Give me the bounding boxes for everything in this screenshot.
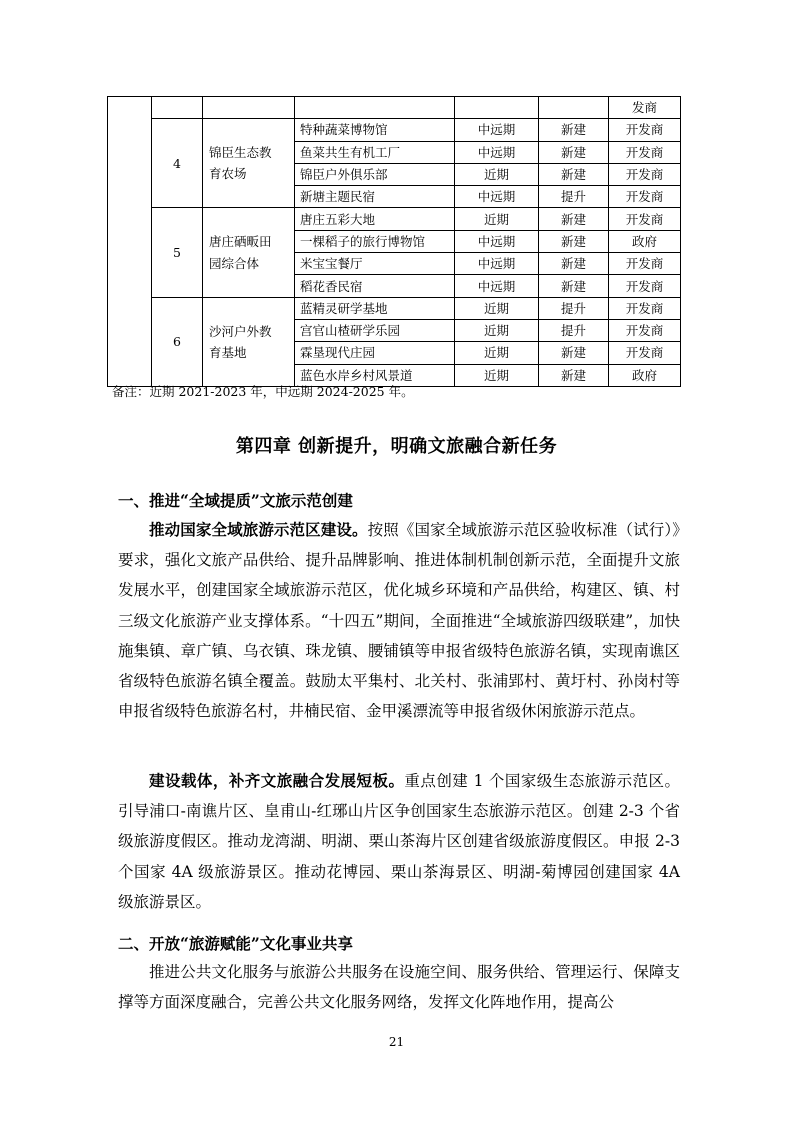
table-cell-type: 新建: [539, 275, 609, 297]
table-cell-type: 新建: [539, 364, 609, 386]
area-line: 育农场: [209, 166, 247, 182]
table-cell-phase: 中远期: [455, 141, 539, 163]
table-cell-project: 蓝色水岸乡村风景道: [295, 364, 455, 386]
paragraph-body: 按照《国家全域旅游示范区验收标准（试行）》要求，强化文旅产品供给、提升品牌影响、推进体制机制创新示范，全面提升文旅发展水平，创建国家全域旅游示范区，优化城乡环境和产品供给，构建区、镇、村三级文化旅游产业支撑体系。“十四五”期间，全面推进“全域旅游四级联建”，加快施集镇、章广镇、乌衣镇、珠龙镇、腰铺镇等申报省级特色旅游名镇，实现南谯区省级特色旅游名镇全覆盖。鼓励太平集村、北关村、张浦郢村、黄圩村、孙岗村等申报省级特色旅游名村，井楠民宿、金甲溪漂流等申报省级休闲旅游示范点。: [118, 521, 680, 721]
paragraph-2: [118, 766, 680, 917]
section-heading-2: 二、开放“旅游赋能”文化事业共享: [118, 934, 353, 953]
table-cell-phase: 近期: [455, 342, 539, 364]
table-cell-project: 米宝宝餐厅: [295, 253, 455, 275]
table-cell-blank: [108, 97, 152, 387]
table-cell-type: 提升: [539, 319, 609, 341]
table-cell-project: [295, 97, 455, 119]
table-cell-area: [203, 119, 295, 208]
table-cell-owner: 政府: [609, 230, 681, 252]
chapter-title: 第四章 创新提升，明确文旅融合新任务: [235, 436, 558, 457]
area-line: 锦臣生态教: [209, 145, 272, 161]
table-cell-owner: 开发商: [609, 186, 681, 208]
page-number: 21: [388, 1035, 405, 1049]
table-cell-type: 新建: [539, 342, 609, 364]
table-cell-phase: 中远期: [455, 230, 539, 252]
table-row: [108, 297, 681, 319]
table-cell-project: 特种蔬菜博物馆: [295, 119, 455, 141]
table-cell-owner: 开发商: [609, 297, 681, 319]
table-cell-owner: 开发商: [609, 208, 681, 230]
table-cell-project: 新塘主题民宿: [295, 186, 455, 208]
table-cell-type: 新建: [539, 253, 609, 275]
table-cell-project: 霖垦现代庄园: [295, 342, 455, 364]
table-cell-type: 提升: [539, 297, 609, 319]
table-cell-project: 一棵稻子的旅行博物馆: [295, 230, 455, 252]
table-cell-area: [203, 208, 295, 297]
table-row: [108, 119, 681, 141]
table-cell-type: 新建: [539, 141, 609, 163]
table-cell-project: 蓝精灵研学基地: [295, 297, 455, 319]
table-cell-owner: 开发商: [609, 342, 681, 364]
table-cell-phase: 中远期: [455, 275, 539, 297]
table-cell-phase: 近期: [455, 297, 539, 319]
paragraph-body: 重点创建 1 个国家级生态旅游示范区。引导浦口-南谯片区、皇甫山-红琊山片区争创国家生态旅游示范区。创建 2-3 个省级旅游度假区。推动龙湾湖、明湖、栗山茶海片区创建省级旅游度假区。申报 2-3 个国家 4A 级旅游景区。推动花博园、栗山茶海景区、明湖-菊博园创建国家 4A 级旅游景区。: [118, 772, 680, 911]
table-cell-type: 新建: [539, 208, 609, 230]
section-heading-1: 一、推进“全域提质”文旅示范创建: [118, 491, 353, 510]
table-cell-owner: 开发商: [609, 319, 681, 341]
table-cell-owner: 开发商: [609, 253, 681, 275]
table-cell-phase: [455, 97, 539, 119]
area-line: 园综合体: [209, 255, 260, 271]
table-cell-type: 新建: [539, 230, 609, 252]
table-cell-area: [203, 297, 295, 386]
table-cell-phase: 近期: [455, 364, 539, 386]
table-cell-phase: 近期: [455, 163, 539, 185]
table-cell-type: 新建: [539, 163, 609, 185]
table-cell-number: [152, 97, 203, 119]
table-cell-number: 4: [152, 119, 203, 208]
paragraph-3: 推进公共文化服务与旅游公共服务在设施空间、服务供给、管理运行、保障支撑等方面深度融合，完善公共文化服务网络，发挥文化阵地作用，提高公: [118, 963, 680, 1012]
table-cell-number: 6: [152, 297, 203, 386]
table-cell-number: 5: [152, 208, 203, 297]
paragraph-lead: 推动国家全域旅游示范区建设。: [149, 520, 368, 539]
table-cell-owner: 开发商: [609, 275, 681, 297]
table-cell-project: 稻花香民宿: [295, 275, 455, 297]
table-cell-owner: 开发商: [609, 163, 681, 185]
table-cell-project: 鱼菜共生有机工厂: [295, 141, 455, 163]
table-row: [108, 208, 681, 230]
table-cell-project: 锦臣户外俱乐部: [295, 163, 455, 185]
project-table: [107, 96, 681, 387]
table-cell-phase: 中远期: [455, 253, 539, 275]
table-cell-phase: 近期: [455, 319, 539, 341]
area-line: 沙河户外教: [209, 323, 272, 339]
table-cell-area: [203, 97, 295, 119]
table-cell-phase: 中远期: [455, 119, 539, 141]
table-cell-type: 提升: [539, 186, 609, 208]
table-note: 备注：近期 2021-2023 年，中远期 2024-2025 年。: [112, 384, 414, 399]
area-line: 育基地: [209, 344, 247, 360]
table-cell-type: 新建: [539, 119, 609, 141]
table-cell-phase: 近期: [455, 208, 539, 230]
paragraph-1: [118, 515, 680, 726]
table-cell-owner: 发商: [609, 97, 681, 119]
table-cell-owner: 政府: [609, 364, 681, 386]
table-row: [108, 97, 681, 119]
table-cell-project: 唐庄五彩大地: [295, 208, 455, 230]
table-cell-phase: 中远期: [455, 186, 539, 208]
table-cell-owner: 开发商: [609, 141, 681, 163]
table-cell-project: 宫官山楂研学乐园: [295, 319, 455, 341]
area-line: 唐庄硒畈田: [209, 234, 272, 250]
paragraph-lead: 建设载体，补齐文旅融合发展短板。: [149, 771, 405, 790]
table-cell-type: [539, 97, 609, 119]
table-cell-owner: 开发商: [609, 119, 681, 141]
